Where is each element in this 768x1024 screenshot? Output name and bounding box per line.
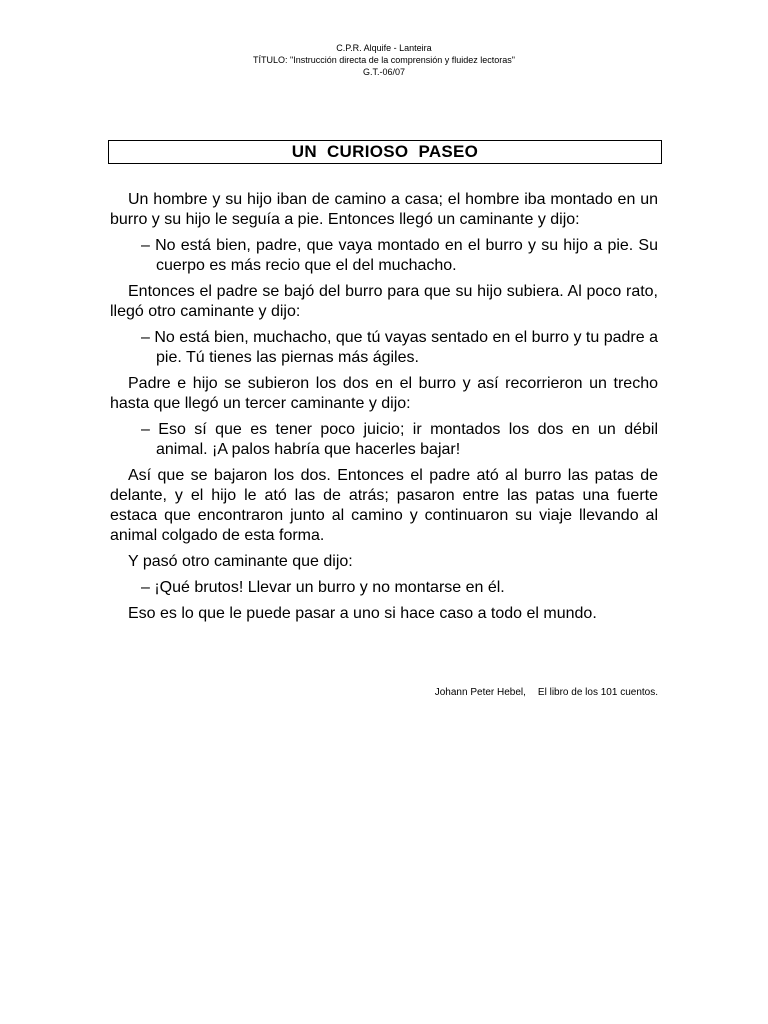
story-body [110, 190, 658, 624]
paragraph-1: Un hombre y su hijo iban de camino a casa; el hombre iba montado en un burro y su hijo le seguía a pie. Entonces llegó un caminante y dijo: [110, 191, 658, 228]
source-author: Johann Peter Hebel, [434, 687, 526, 698]
header-school: C.P.R. Alquife - Lanteira [336, 43, 432, 53]
header-code: G.T.-06/07 [362, 67, 406, 77]
dialog-3: – Eso sí que es tener poco juicio; ir montados los dos en un débil animal. ¡A palos habría que hacerles bajar! [141, 421, 658, 458]
paragraph-3: Padre e hijo se subieron los dos en el burro y así recorrieron un trecho hasta que llegó un tercer caminante y dijo: [110, 375, 658, 412]
source-book: El libro de los 101 cuentos. [537, 687, 658, 698]
header-title: TÍTULO: "Instrucción directa de la comprensión y fluidez lectoras" [253, 55, 515, 65]
dialog-1: – No está bien, padre, que vaya montado en el burro y su hijo a pie. Su cuerpo es más recio que el del muchacho. [141, 237, 658, 274]
paragraph-4: Así que se bajaron los dos. Entonces el padre ató al burro las patas de delante, y el hijo le ató las de atrás; pasaron entre las patas una fuerte estaca que encontraron junto al camino y continuaron su viaje llevando al animal colgado de esta forma. [110, 467, 658, 544]
paragraph-2: Entonces el padre se bajó del burro para que su hijo subiera. Al poco rato, llegó otro caminante y dijo: [110, 283, 658, 320]
document-header [0, 42, 768, 78]
paragraph-6: Eso es lo que le puede pasar a uno si hace caso a todo el mundo. [128, 605, 597, 622]
dialog-4: – ¡Qué brutos! Llevar un burro y no montarse en él. [141, 579, 505, 596]
source-citation [435, 687, 658, 699]
paragraph-5: Y pasó otro caminante que dijo: [128, 553, 353, 570]
story-title: UN CURIOSO PASEO [108, 140, 662, 164]
dialog-2: – No está bien, muchacho, que tú vayas sentado en el burro y tu padre a pie. Tú tienes las piernas más ágiles. [141, 329, 658, 366]
